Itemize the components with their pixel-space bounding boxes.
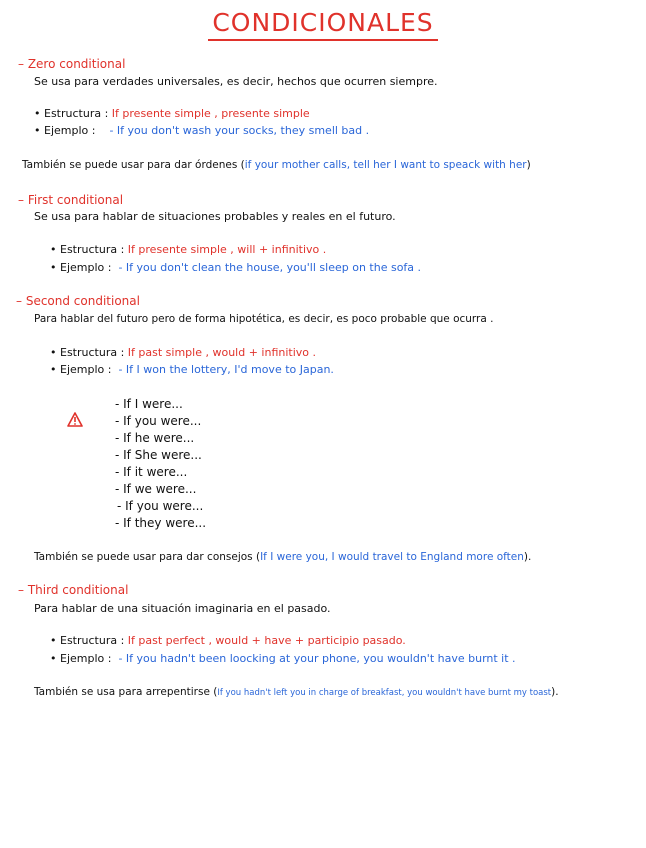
example-label: Ejemplo :	[60, 261, 112, 274]
structure-label: Estructura :	[44, 107, 109, 120]
second-heading: – Second conditional	[16, 294, 140, 308]
zero-structure: • Estructura : If presente simple , presente simple	[34, 107, 310, 120]
first-structure: • Estructura : If presente simple , will + infinitivo .	[50, 243, 327, 256]
were-list-item: - If I were...	[115, 397, 183, 411]
structure-value: If past simple , would + infinitivo .	[127, 346, 317, 359]
were-list-item: - If you were...	[117, 499, 204, 513]
first-example: • Ejemplo : - If you don't clean the house, you'll sleep on the sofa .	[50, 261, 422, 274]
structure-value: If past perfect , would + have + participio pasado.	[127, 634, 406, 647]
example-label: Ejemplo :	[60, 652, 112, 665]
structure-value: If presente simple , presente simple	[111, 107, 310, 120]
structure-value: If presente simple , will + infinitivo .	[127, 243, 327, 256]
were-list-item: - If we were...	[115, 482, 197, 496]
zero-example: • Ejemplo : - If you don't wash your socks, they smell bad .	[34, 124, 370, 137]
third-example: • Ejemplo : - If you hadn't been loocking at your phone, you wouldn't have burnt it .	[50, 652, 516, 665]
zero-description: Se usa para verdades universales, es decir, hechos que ocurren siempre.	[34, 75, 438, 88]
structure-label: Estructura :	[60, 634, 125, 647]
example-value: - If you don't wash your socks, they smell bad .	[109, 124, 370, 137]
structure-label: Estructura :	[60, 346, 125, 359]
second-extra-example: If I were you, I would travel to England more often	[260, 551, 524, 563]
third-description: Para hablar de una situación imaginaria en el pasado.	[34, 602, 331, 615]
were-list-item: - If you were...	[115, 414, 202, 428]
were-list-item: - If they were...	[115, 516, 207, 530]
were-list-item: - If it were...	[115, 465, 188, 479]
second-description: Para hablar del futuro pero de forma hipotética, es decir, es poco probable que ocurra .	[34, 313, 494, 325]
were-list-item: - If he were...	[115, 431, 195, 445]
second-structure: • Estructura : If past simple , would + infinitivo .	[50, 346, 317, 359]
example-value: - If you hadn't been loocking at your phone, you wouldn't have burnt it .	[118, 652, 516, 665]
zero-extra: También se puede usar para dar órdenes (if your mother calls, tell her I want to speack with her)	[22, 159, 531, 171]
first-description: Se usa para hablar de situaciones probables y reales en el futuro.	[34, 210, 396, 223]
third-extra: También se usa para arrepentirse (If you hadn't left you in charge of breakfast, you wouldn't have burnt my toast).	[34, 686, 559, 698]
first-heading: – First conditional	[18, 193, 124, 207]
zero-heading: – Zero conditional	[18, 57, 126, 71]
example-value: - If you don't clean the house, you'll sleep on the sofa .	[118, 261, 422, 274]
warning-icon	[67, 412, 83, 427]
third-extra-example: If you hadn't left you in charge of breakfast, you wouldn't have burnt my toast	[217, 688, 552, 698]
example-label: Ejemplo :	[60, 363, 112, 376]
second-example: • Ejemplo : - If I won the lottery, I'd move to Japan.	[50, 363, 334, 376]
example-label: Ejemplo :	[44, 124, 96, 137]
page-title: CONDICIONALES	[0, 8, 646, 37]
third-heading: – Third conditional	[18, 583, 129, 597]
example-value: - If I won the lottery, I'd move to Japan.	[118, 363, 334, 376]
second-extra: También se puede usar para dar consejos (If I were you, I would travel to England more often).	[34, 551, 532, 563]
zero-extra-example: if your mother calls, tell her I want to speack with her	[244, 159, 527, 171]
structure-label: Estructura :	[60, 243, 125, 256]
were-list-item: - If She were...	[115, 448, 202, 462]
third-structure: • Estructura : If past perfect , would + have + participio pasado.	[50, 634, 406, 647]
